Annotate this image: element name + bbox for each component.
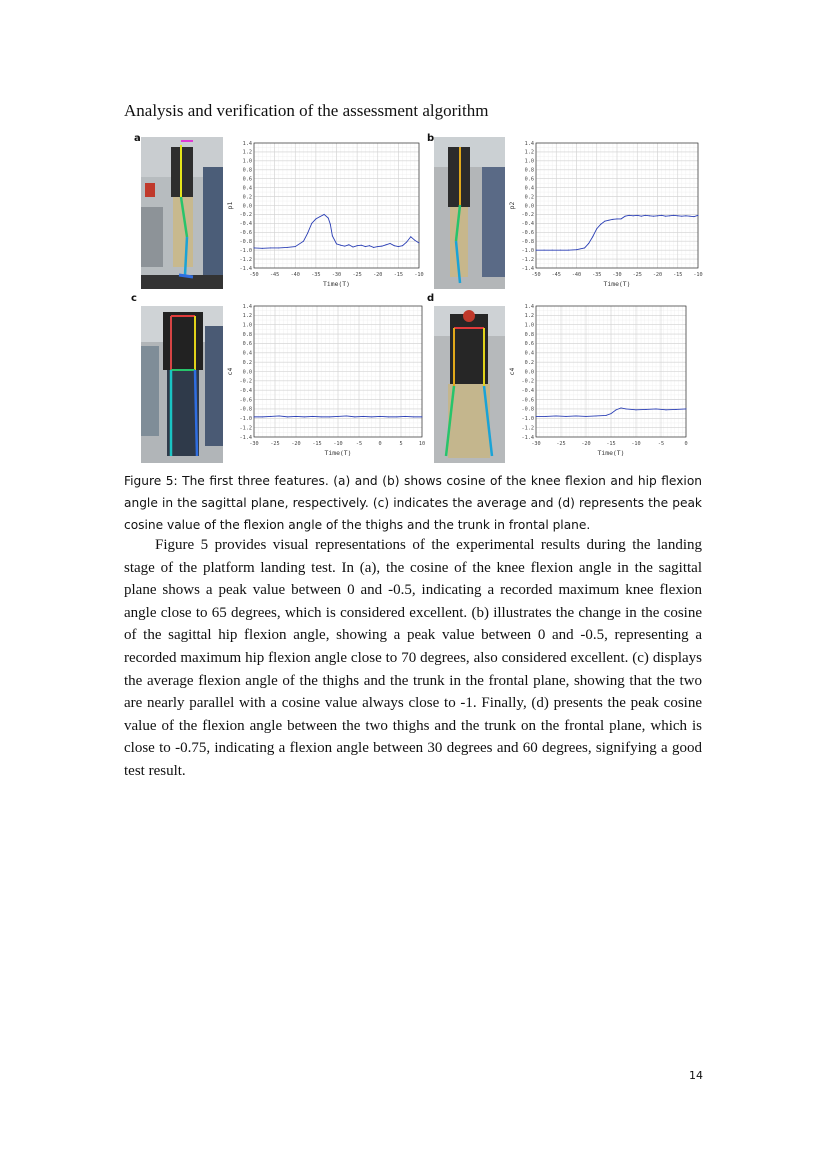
y-tick-label: -0.6 [521, 230, 534, 237]
y-tick-label: -0.6 [239, 397, 252, 404]
data-point [413, 416, 414, 417]
data-point [626, 408, 627, 409]
y-tick-label: -0.4 [521, 221, 534, 228]
x-tick-label: -35 [592, 272, 602, 278]
x-tick-label: -25 [352, 272, 362, 278]
pose-photo-d [434, 306, 505, 463]
x-tick-label: -45 [269, 272, 280, 278]
data-point [686, 408, 687, 409]
y-tick-label: 0.4 [242, 185, 252, 192]
x-tick-label: -25 [270, 441, 280, 447]
y-tick-label: -0.4 [239, 388, 252, 395]
data-point [287, 416, 288, 417]
y-tick-label: 0.2 [242, 194, 252, 201]
data-point [336, 243, 337, 244]
data-point [344, 246, 345, 247]
data-point [536, 250, 537, 251]
y-tick-label: 1.2 [242, 149, 252, 156]
data-point [330, 224, 331, 225]
y-tick-label: 1.0 [242, 322, 252, 329]
data-point [676, 409, 677, 410]
y-tick-label: 1.0 [524, 158, 534, 165]
y-tick-label: -1.4 [239, 434, 252, 441]
y-tick-label: 0.2 [524, 359, 534, 366]
x-tick-label: -10 [414, 272, 424, 278]
data-point [287, 247, 288, 248]
data-point [586, 416, 587, 417]
data-point [373, 247, 374, 248]
data-point [388, 416, 389, 417]
data-point [681, 216, 682, 217]
y-axis-label: p2 [508, 201, 516, 210]
x-tick-label: -50 [531, 272, 541, 278]
y-axis-label: p1 [226, 201, 234, 210]
pose-photo-b [434, 137, 505, 289]
y-tick-label: -0.6 [239, 230, 252, 237]
data-point [270, 416, 271, 417]
data-point [698, 215, 699, 216]
y-tick-label: 1.2 [524, 149, 534, 156]
y-tick-label: 0.6 [524, 341, 534, 348]
y-tick-label: 1.4 [242, 303, 252, 310]
x-tick-label: -10 [333, 441, 343, 447]
y-tick-label: 1.4 [524, 303, 534, 310]
data-point [262, 416, 263, 417]
data-point [363, 416, 364, 417]
plot-a [228, 137, 428, 297]
data-point [611, 413, 612, 414]
y-tick-label: 0.4 [524, 185, 534, 192]
x-tick-label: -35 [311, 272, 321, 278]
y-tick-label: 0.8 [242, 331, 252, 338]
y-tick-label: -1.2 [239, 256, 252, 263]
data-point [406, 242, 407, 243]
x-tick-label: -30 [612, 272, 622, 278]
plot-d [510, 302, 695, 464]
data-point [380, 416, 381, 417]
data-point [410, 236, 411, 237]
data-point [270, 247, 271, 248]
x-tick-label: -20 [581, 441, 591, 447]
data-point [338, 416, 339, 417]
data-point [311, 223, 312, 224]
x-tick-label: -5 [355, 441, 363, 447]
data-point [262, 248, 263, 249]
data-point [669, 215, 670, 216]
data-point [546, 416, 547, 417]
y-tick-label: -1.4 [521, 434, 534, 441]
x-tick-label: -30 [331, 272, 342, 278]
y-tick-label: 0.6 [242, 176, 252, 183]
panel-label-d: d [427, 293, 435, 304]
data-point [419, 243, 420, 244]
data-point [621, 218, 622, 219]
x-tick-label: -25 [632, 272, 642, 278]
y-tick-label: -0.2 [239, 212, 252, 219]
page-number: 14 [689, 1069, 703, 1082]
x-tick-label: -25 [556, 441, 566, 447]
data-point [646, 409, 647, 410]
y-tick-label: 0.8 [524, 331, 534, 338]
data-point [386, 244, 387, 245]
data-point [279, 415, 280, 416]
data-point [381, 246, 382, 247]
chart-a [228, 137, 428, 297]
x-tick-label: -15 [312, 441, 322, 447]
data-point [584, 247, 585, 248]
data-point [361, 245, 362, 246]
data-point [303, 241, 304, 242]
x-axis-label: Time(T) [597, 449, 625, 457]
body-paragraph: Figure 5 provides visual representations of the experimental results during the landing stage of the platform landing test. In (a), the cosine of the knee flexion angle in the sagittal plane shows a peak value between 0 and -0.5, indicating a recorded maximum knee flexion angle close to 65 degrees, which is considered excellent. (b) illustrates the change in the cosine of the sagittal hip flexion angle, showing a peak value between 0 and -0.5, representing a recorded maximum hip flexion angle close to 70 degrees, also considered excellent. (c) displays the average flexion angle of the thighs and the trunk in the frontal plane, showing that the two are nearly parallel with a cosine value always close to -1. Finally, (d) presents the peak cosine value of the flexion angle between the two thighs and the trunk on the frontal plane, which is close to -0.75, indicating a flexion angle between 30 degrees and 60 degrees, signifying a good test result. [124, 537, 702, 779]
x-tick-label: -40 [571, 272, 582, 278]
x-tick-label: -15 [606, 441, 616, 447]
y-axis-label: c4 [226, 367, 234, 376]
x-tick-label: 0 [378, 441, 382, 447]
data-point [608, 220, 609, 221]
x-axis-label: Time(T) [603, 280, 631, 288]
y-tick-label: -1.4 [521, 265, 534, 272]
y-tick-label: -1.2 [521, 425, 534, 432]
y-tick-label: 0.8 [524, 167, 534, 174]
x-axis-label: Time(T) [324, 449, 352, 457]
data-point [576, 415, 577, 416]
y-tick-label: -1.0 [239, 247, 252, 254]
chart-d [510, 302, 695, 464]
y-tick-label: 0.2 [242, 359, 252, 366]
y-tick-label: -1.4 [239, 265, 252, 272]
y-tick-label: 1.2 [242, 313, 252, 320]
y-tick-label: -1.0 [521, 416, 534, 423]
data-point [405, 416, 406, 417]
data-point [414, 240, 415, 241]
y-tick-label: 0.2 [524, 194, 534, 201]
y-tick-label: 0.4 [524, 350, 534, 357]
data-point [617, 218, 618, 219]
data-point [254, 247, 255, 248]
y-tick-label: -1.2 [521, 256, 534, 263]
x-tick-label: -15 [393, 272, 404, 278]
data-point [616, 409, 617, 410]
data-point [592, 236, 593, 237]
y-tick-label: 0.0 [524, 369, 534, 376]
data-point [346, 415, 347, 416]
data-point [612, 219, 613, 220]
data-point [588, 243, 589, 244]
y-tick-label: 0.0 [524, 203, 534, 210]
panel-label-c: c [131, 293, 137, 304]
data-point [332, 235, 333, 236]
pose-photo-c [141, 306, 223, 463]
data-point [315, 218, 316, 219]
data-point [661, 215, 662, 216]
data-point [637, 215, 638, 216]
pose-photo-a [141, 137, 223, 289]
x-tick-label: -20 [291, 441, 301, 447]
x-tick-label: -10 [631, 441, 641, 447]
data-point [600, 224, 601, 225]
data-point [552, 250, 553, 251]
data-point [357, 245, 358, 246]
x-tick-label: -20 [652, 272, 663, 278]
data-point [390, 243, 391, 244]
data-point [656, 408, 657, 409]
data-point [566, 416, 567, 417]
data-point [568, 250, 569, 251]
y-tick-label: -0.6 [521, 397, 534, 404]
data-point [625, 216, 626, 217]
data-point [665, 216, 666, 217]
y-tick-label: 0.0 [242, 203, 252, 210]
y-tick-label: -0.2 [521, 212, 534, 219]
data-point [348, 244, 349, 245]
y-tick-label: 0.8 [242, 167, 252, 174]
data-point [377, 246, 378, 247]
plot-c [228, 302, 428, 464]
data-point [604, 221, 605, 222]
data-point [641, 216, 642, 217]
data-point [544, 250, 545, 251]
data-point [677, 215, 678, 216]
y-tick-label: -0.4 [239, 221, 252, 228]
y-tick-label: -0.8 [521, 239, 534, 246]
figure-caption: Figure 5: The first three features. (a) and (b) shows cosine of the knee flexion and hip flexion angle in the sagittal plane, respectively. (c) indicates the average and (d) represents the peak cosine value of the flexion angle of the thighs and the trunk in frontal plane. [124, 474, 702, 532]
y-tick-label: -0.4 [521, 388, 534, 395]
data-point [295, 246, 296, 247]
data-point [340, 245, 341, 246]
data-point [653, 216, 654, 217]
data-point [278, 247, 279, 248]
y-tick-label: -0.2 [239, 378, 252, 385]
data-point [666, 409, 667, 410]
data-point [422, 416, 423, 417]
x-tick-label: -50 [249, 272, 259, 278]
data-point [296, 416, 297, 417]
y-tick-label: 0.0 [242, 369, 252, 376]
y-axis-label: c4 [508, 367, 516, 376]
y-tick-label: -1.0 [521, 247, 534, 254]
y-tick-label: 0.4 [242, 350, 252, 357]
y-tick-label: 1.2 [524, 313, 534, 320]
data-point [657, 215, 658, 216]
y-tick-label: 0.6 [242, 341, 252, 348]
chart-c [228, 302, 428, 464]
data-point [645, 215, 646, 216]
x-tick-label: -30 [249, 441, 259, 447]
y-tick-label: -0.8 [239, 406, 252, 413]
x-tick-label: 10 [418, 441, 426, 447]
data-point [320, 216, 321, 217]
data-point [536, 416, 537, 417]
data-point [254, 416, 255, 417]
data-point [371, 416, 372, 417]
y-tick-label: -1.0 [239, 416, 252, 423]
plot-b [510, 137, 705, 297]
x-tick-label: -5 [657, 441, 665, 447]
data-point [394, 245, 395, 246]
x-axis-label: Time(T) [323, 280, 350, 288]
data-point [596, 415, 597, 416]
data-point [312, 416, 313, 417]
data-point [321, 416, 322, 417]
y-tick-label: 1.0 [524, 322, 534, 329]
x-tick-label: -15 [673, 272, 683, 278]
data-point [369, 245, 370, 246]
data-point [685, 215, 686, 216]
data-point [560, 250, 561, 251]
data-point [396, 416, 397, 417]
data-point [673, 215, 674, 216]
x-tick-label: -30 [531, 441, 541, 447]
x-tick-label: 0 [684, 441, 688, 447]
x-tick-label: -20 [373, 272, 383, 278]
data-point [556, 415, 557, 416]
data-point [328, 218, 329, 219]
data-point [307, 233, 308, 234]
x-tick-label: -10 [693, 272, 703, 278]
data-point [365, 246, 366, 247]
data-point [649, 215, 650, 216]
data-point [304, 416, 305, 417]
panel-label-b: b [427, 133, 435, 144]
y-tick-label: 1.4 [524, 140, 534, 147]
data-point [689, 216, 690, 217]
data-point [621, 407, 622, 408]
y-tick-label: -0.8 [521, 406, 534, 413]
section-heading: Analysis and verification of the assessment algorithm [124, 101, 489, 120]
x-tick-label: -40 [290, 272, 300, 278]
data-point [354, 416, 355, 417]
data-point [398, 246, 399, 247]
data-point [402, 245, 403, 246]
y-tick-label: -1.2 [239, 425, 252, 432]
data-point [693, 216, 694, 217]
y-tick-label: 0.6 [524, 176, 534, 183]
data-point [606, 415, 607, 416]
y-tick-label: 1.4 [242, 140, 252, 147]
y-tick-label: -0.8 [239, 239, 252, 246]
x-tick-label: 5 [399, 441, 403, 447]
chart-b [510, 137, 705, 297]
data-point [636, 409, 637, 410]
y-tick-label: -0.2 [521, 378, 534, 385]
x-tick-label: -45 [551, 272, 561, 278]
data-point [329, 416, 330, 417]
data-point [576, 249, 577, 250]
data-point [353, 247, 354, 248]
y-tick-label: 1.0 [242, 158, 252, 165]
data-point [629, 215, 630, 216]
panel-label-a: a [134, 133, 141, 144]
data-point [596, 228, 597, 229]
data-point [633, 215, 634, 216]
data-point [324, 214, 325, 215]
